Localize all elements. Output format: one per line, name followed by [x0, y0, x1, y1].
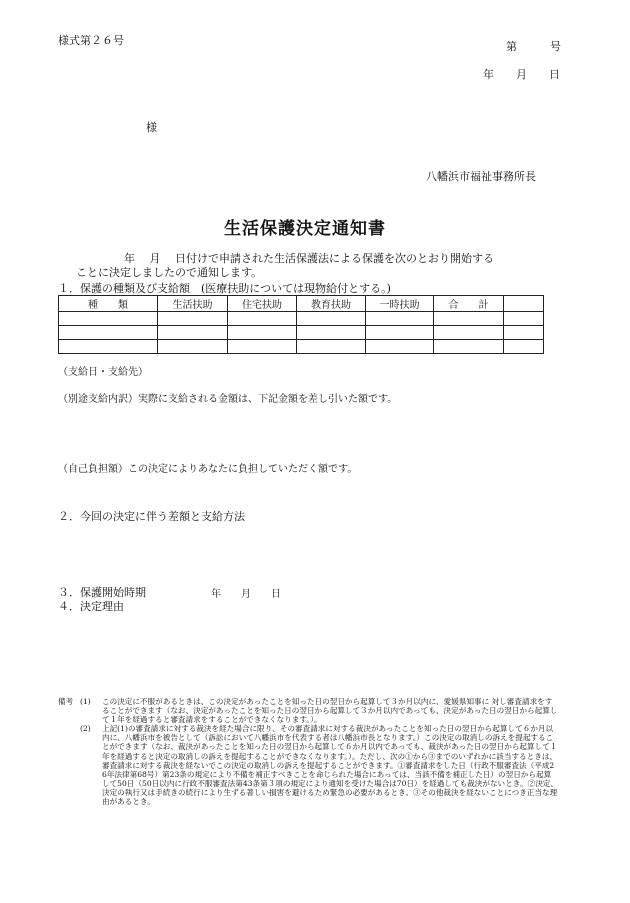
table-cell: [59, 312, 158, 326]
table-cell: [297, 326, 366, 340]
table-cell: [434, 326, 504, 340]
note-item: [58, 724, 558, 806]
column-header-housing: 住宅扶助: [228, 296, 297, 312]
table-cell: [228, 340, 297, 354]
column-header-type: 種 類: [59, 296, 158, 312]
table-cell: [366, 326, 434, 340]
table-cell: [59, 340, 158, 354]
table-cell: [434, 312, 504, 326]
table-cell: [228, 312, 297, 326]
table-cell: [158, 312, 228, 326]
page-title: 生活保護決定通知書: [224, 219, 386, 239]
form-number: 様式第２６号: [58, 34, 124, 47]
issuer-name: 八幡浜市福祉事務所長: [426, 170, 536, 183]
start-date: 年 月 日: [211, 589, 281, 600]
column-header-extra: [504, 296, 544, 312]
table-cell: [366, 340, 434, 354]
intro-line-1: 年 月 日付けで申請された生活保護法による保護を次のとおり開始する: [124, 252, 494, 265]
document-number: 第 号: [506, 40, 561, 53]
section-2-heading: ２．今回の決定に伴う差額と支給方法: [58, 510, 245, 523]
separate-payment-label: （別途支給内訳）実際に支給される金額は、下記金額を差し引いた額です。: [58, 394, 398, 405]
table-cell: [366, 312, 434, 326]
issue-date: 年 月 日: [483, 68, 560, 81]
table-cell: [504, 326, 544, 340]
section-1-heading: １．保護の種類及び支給額 (医療扶助については現物給付とする。): [58, 282, 391, 295]
column-header-living: 生活扶助: [158, 296, 228, 312]
notes-section: [58, 697, 558, 806]
table-cell: [228, 326, 297, 340]
section-3-heading: ３．保護開始時期: [58, 586, 146, 599]
table-cell: [504, 340, 544, 354]
notes-label: 備考: [58, 697, 74, 706]
table-cell: [297, 340, 366, 354]
payment-date-label: （支給日・支給先）: [58, 367, 148, 378]
table-cell: [59, 326, 158, 340]
intro-line-2: ことに決定しましたので通知します。: [76, 266, 263, 279]
benefit-table: [58, 295, 544, 354]
table-cell: [434, 340, 504, 354]
note-number: (1): [80, 697, 91, 706]
table-cell: [158, 340, 228, 354]
column-header-total: 合 計: [434, 296, 504, 312]
self-pay-label: （自己負担額）この決定によりあなたに負担していただく額です。: [58, 464, 358, 475]
benefit-table-header: [59, 296, 544, 312]
table-row: [59, 312, 544, 326]
addressee-suffix: 様: [146, 121, 157, 134]
section-4-heading: ４．決定理由: [58, 600, 124, 613]
column-header-education: 教育扶助: [297, 296, 366, 312]
note-text: この決定に不服があるときは、この決定があったことを知った日の翌日から起算して３か月以内に、愛媛県知事に 対し審査請求をすることができます（なお、決定があったことを知った日の翌日から起算して３か月以内であっても、決定があった日の翌日から起算して１年を経過すると審査請求をすることができなくなります。）。: [102, 697, 558, 725]
note-number: (2): [80, 724, 91, 734]
table-cell: [297, 312, 366, 326]
table-cell: [158, 326, 228, 340]
table-row: [59, 326, 544, 340]
note-item: [58, 697, 558, 724]
column-header-temporary: 一時扶助: [366, 296, 434, 312]
table-cell: [504, 312, 544, 326]
table-row: [59, 340, 544, 354]
note-text: 上記(1)の審査請求に対する裁決を経た場合に限り、その審査請求に対する裁決があったことを知った日の翌日から起算して６か月以内に、八幡浜市を被告として（訴訟において八幡浜市を代表する者は八幡浜市長となります。）この決定の取消しの訴えを提起することができます（なお、裁決があったことを知った日の翌日から起算して６か月以内であっても、裁決があった日の翌日から起算して１年を経過すると決定の取消しの訴えを提起することができなくなります。）。ただし、次の①から③までのいずれかに該当するときは、審査請求に対する裁決を経ないでこの決定の取消しの訴えを提起することができます。①審査請求をした日（行政不服審査法（平成26年法律第68号）第23条の規定により不備を補正すべきことを命じられた場合にあっては、当該不備を補正した日）の翌日から起算して50日（50日以内に行政不服審査法第43条第３項の規定により通知を受けた場合は70日）を経過しても裁決がないとき。②決定、決定の執行又は手続きの続行により生ずる著しい損害を避けるため緊急の必要があるとき。③その他裁決を経ないことにつき正当な理由があるとき。: [102, 724, 558, 807]
